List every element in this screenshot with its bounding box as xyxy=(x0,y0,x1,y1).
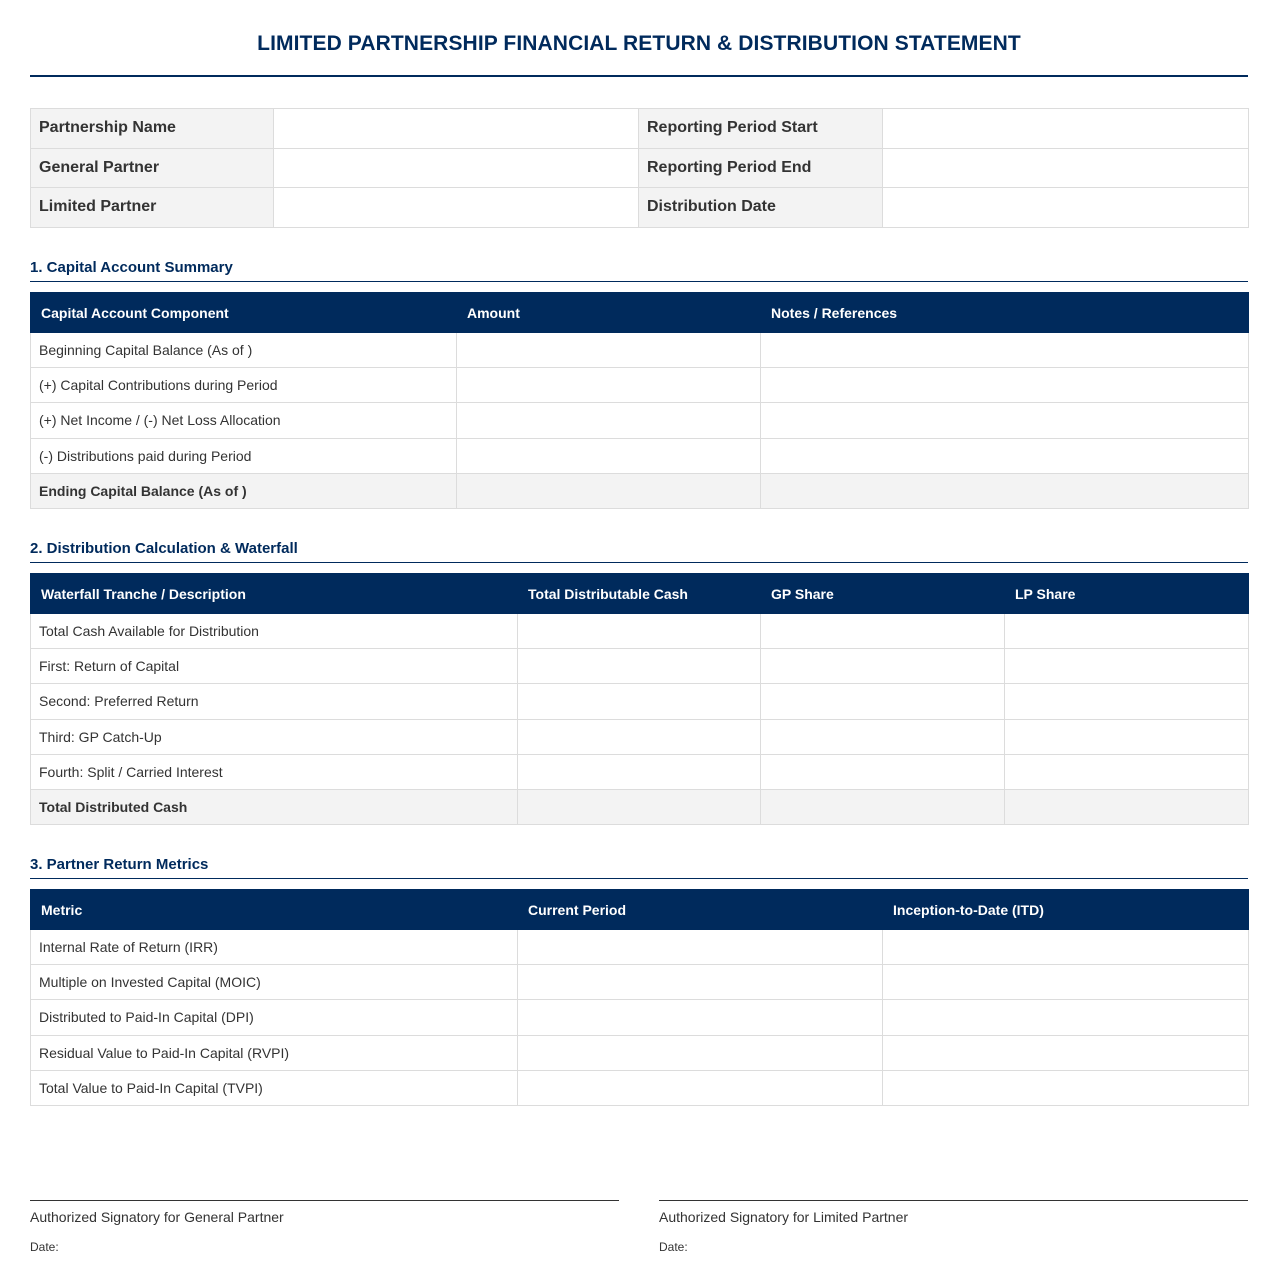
column-header: Inception-to-Date (ITD) xyxy=(883,890,1249,930)
total-cash-cell[interactable] xyxy=(518,754,761,789)
general-partner-field[interactable] xyxy=(274,148,639,188)
metric-cell: Residual Value to Paid-In Capital (RVPI) xyxy=(31,1035,518,1070)
lp-signature-line[interactable] xyxy=(659,1200,1248,1201)
title-divider xyxy=(30,75,1248,77)
column-header: Notes / References xyxy=(761,293,1249,333)
column-header: Metric xyxy=(31,890,518,930)
total-cash-cell[interactable] xyxy=(518,649,761,684)
lp-date-label: Date: xyxy=(659,1240,688,1254)
itd-cell[interactable] xyxy=(883,1035,1249,1070)
gp-signature-line[interactable] xyxy=(30,1200,619,1201)
total-row xyxy=(31,789,1249,824)
component-cell: Beginning Capital Balance (As of ) xyxy=(31,333,457,368)
general-partner-label: General Partner xyxy=(31,148,274,188)
tranche-cell: Second: Preferred Return xyxy=(31,684,518,719)
amount-cell[interactable] xyxy=(457,333,761,368)
gp-share-cell[interactable] xyxy=(761,719,1005,754)
itd-cell[interactable] xyxy=(883,1070,1249,1105)
table-header-row xyxy=(31,890,1249,930)
column-header: Total Distributable Cash xyxy=(518,574,761,614)
component-cell: Ending Capital Balance (As of ) xyxy=(31,473,457,508)
column-header: Waterfall Tranche / Description xyxy=(31,574,518,614)
table-row xyxy=(31,754,1249,789)
amount-cell[interactable] xyxy=(457,473,761,508)
tranche-cell: First: Return of Capital xyxy=(31,649,518,684)
itd-cell[interactable] xyxy=(883,965,1249,1000)
waterfall-section-title: 2. Distribution Calculation & Waterfall xyxy=(30,540,1248,563)
current-period-cell[interactable] xyxy=(518,1035,883,1070)
amount-cell[interactable] xyxy=(457,438,761,473)
component-cell: (+) Net Income / (-) Net Loss Allocation xyxy=(31,403,457,438)
tranche-cell: Third: GP Catch-Up xyxy=(31,719,518,754)
column-header: GP Share xyxy=(761,574,1005,614)
table-row xyxy=(31,333,1249,368)
lp-share-cell[interactable] xyxy=(1005,684,1249,719)
table-row xyxy=(31,403,1249,438)
column-header: LP Share xyxy=(1005,574,1249,614)
limited-partner-label: Limited Partner xyxy=(31,188,274,228)
amount-cell[interactable] xyxy=(457,403,761,438)
column-header: Amount xyxy=(457,293,761,333)
table-row xyxy=(31,1000,1249,1035)
gp-signature-label: Authorized Signatory for General Partner xyxy=(30,1209,284,1225)
lp-share-cell[interactable] xyxy=(1005,649,1249,684)
total-row xyxy=(31,473,1249,508)
notes-cell[interactable] xyxy=(761,438,1249,473)
table-row xyxy=(31,965,1249,1000)
lp-signature-block xyxy=(659,1200,1248,1254)
lp-share-cell[interactable] xyxy=(1005,719,1249,754)
table-row xyxy=(31,614,1249,649)
notes-cell[interactable] xyxy=(761,403,1249,438)
waterfall-table xyxy=(30,573,1249,825)
gp-share-cell[interactable] xyxy=(761,789,1005,824)
current-period-cell[interactable] xyxy=(518,930,883,965)
total-cash-cell[interactable] xyxy=(518,789,761,824)
table-row xyxy=(31,649,1249,684)
column-header: Current Period xyxy=(518,890,883,930)
gp-share-cell[interactable] xyxy=(761,684,1005,719)
tranche-cell: Total Cash Available for Distribution xyxy=(31,614,518,649)
table-row xyxy=(31,1035,1249,1070)
total-cash-cell[interactable] xyxy=(518,614,761,649)
current-period-cell[interactable] xyxy=(518,1070,883,1105)
table-header-row xyxy=(31,293,1249,333)
tranche-cell: Total Distributed Cash xyxy=(31,789,518,824)
partnership-name-field[interactable] xyxy=(274,109,639,149)
capital-account-table xyxy=(30,292,1249,509)
lp-share-cell[interactable] xyxy=(1005,614,1249,649)
component-cell: (-) Distributions paid during Period xyxy=(31,438,457,473)
distribution-date-field[interactable] xyxy=(883,188,1249,228)
column-header: Capital Account Component xyxy=(31,293,457,333)
tranche-cell: Fourth: Split / Carried Interest xyxy=(31,754,518,789)
metric-cell: Internal Rate of Return (IRR) xyxy=(31,930,518,965)
amount-cell[interactable] xyxy=(457,368,761,403)
capital-section-title: 1. Capital Account Summary xyxy=(30,259,1248,282)
table-row xyxy=(31,930,1249,965)
distribution-date-label: Distribution Date xyxy=(639,188,883,228)
gp-share-cell[interactable] xyxy=(761,754,1005,789)
component-cell: (+) Capital Contributions during Period xyxy=(31,368,457,403)
itd-cell[interactable] xyxy=(883,930,1249,965)
gp-share-cell[interactable] xyxy=(761,649,1005,684)
limited-partner-field[interactable] xyxy=(274,188,639,228)
notes-cell[interactable] xyxy=(761,333,1249,368)
info-row xyxy=(31,109,1249,149)
total-cash-cell[interactable] xyxy=(518,719,761,754)
table-header-row xyxy=(31,574,1249,614)
metric-cell: Distributed to Paid-In Capital (DPI) xyxy=(31,1000,518,1035)
metrics-section-title: 3. Partner Return Metrics xyxy=(30,856,1248,879)
gp-share-cell[interactable] xyxy=(761,614,1005,649)
partnership-info-table xyxy=(30,108,1249,228)
current-period-cell[interactable] xyxy=(518,1000,883,1035)
gp-signature-block xyxy=(30,1200,619,1254)
gp-date-label: Date: xyxy=(30,1240,59,1254)
table-row xyxy=(31,684,1249,719)
reporting-period-start-label: Reporting Period Start xyxy=(639,109,883,149)
return-metrics-table xyxy=(30,889,1249,1106)
notes-cell[interactable] xyxy=(761,368,1249,403)
metric-cell: Total Value to Paid-In Capital (TVPI) xyxy=(31,1070,518,1105)
table-row xyxy=(31,1070,1249,1105)
lp-share-cell[interactable] xyxy=(1005,789,1249,824)
lp-share-cell[interactable] xyxy=(1005,754,1249,789)
table-row xyxy=(31,368,1249,403)
table-row xyxy=(31,438,1249,473)
reporting-period-start-field[interactable] xyxy=(883,109,1249,149)
document-title: LIMITED PARTNERSHIP FINANCIAL RETURN & DISTRIBUTION STATEMENT xyxy=(257,32,1021,55)
total-cash-cell[interactable] xyxy=(518,684,761,719)
lp-signature-label: Authorized Signatory for Limited Partner xyxy=(659,1209,909,1225)
info-row xyxy=(31,188,1249,228)
notes-cell[interactable] xyxy=(761,473,1249,508)
table-row xyxy=(31,719,1249,754)
partnership-name-label: Partnership Name xyxy=(31,109,274,149)
itd-cell[interactable] xyxy=(883,1000,1249,1035)
info-row xyxy=(31,148,1249,188)
reporting-period-end-field[interactable] xyxy=(883,148,1249,188)
current-period-cell[interactable] xyxy=(518,965,883,1000)
reporting-period-end-label: Reporting Period End xyxy=(639,148,883,188)
metric-cell: Multiple on Invested Capital (MOIC) xyxy=(31,965,518,1000)
